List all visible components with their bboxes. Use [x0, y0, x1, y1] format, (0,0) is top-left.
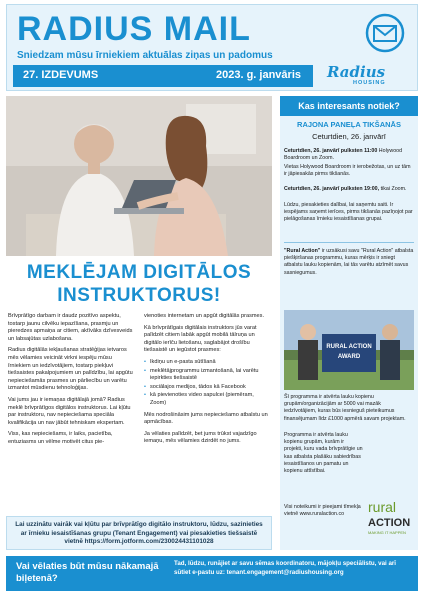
rural-action-logo — [366, 496, 414, 538]
envelope-icon — [365, 13, 405, 53]
rural-action-eligibility: Šī programma ir atvērta lauku kopienu grupām/organizācijām ar 5000 vai mazāk iedzīvotājiem, kuras būs iesnieguš pieteikumus finansējumam līdz £1000 apmērā savam projektam. — [284, 394, 406, 422]
rural-action-name: "Rural Action" — [284, 248, 321, 254]
article-paragraph: Viss, kas nepieciešams, ir laiks, pacietība, entuziasms un vēlme motivēt citus pie- — [8, 431, 113, 445]
enquiry-text[interactable]: Lai uzzinātu vairāk vai kļūtu par brīvprātīgo digitālo instruktoru, lūdzu, sazinieties ar īrnieku iesaistīšanas grupu (Tenant Engagement) vai piesakieties tiešsaistē vietnē https://form.jotform.com/230024431101028 — [15, 521, 263, 546]
hero-photo — [6, 96, 272, 256]
article-paragraph: Mēs nodrošināsim jums nepieciešamo atbalstu un apmācības. — [144, 411, 268, 426]
enquiry-box — [6, 516, 272, 550]
svg-text:AWARD: AWARD — [337, 354, 361, 360]
event-note-2: Lūdzu, piesakieties dalībai, lai saņemtu saiti. Ir iespējams saņemt ierīces, pirms tikšanās pazīņojot par pielāgošanas īrnieku iesaistīšanas grupai. — [284, 202, 413, 223]
list-item: • kā pievienoties video sapulcei (piemēram, Zoom) — [144, 392, 271, 407]
headline-line-1: MEKLĒJAM DIGITĀLOS — [26, 262, 252, 283]
article-paragraph: Radius digitālās iekļaušanas stratēģijas ietvaros mēs vēlamies veicināt virkni iespēju mūsu īrniekiem un iedzīvotājiem, tostarp piekļuvi tiešsaistes pakalpojumiem un palīdzību, lai apgūtu nepieciešamās prasmes un pārliecību un varētu izmantot mūsdienu tehnoloģijas. — [8, 347, 133, 392]
svg-text:RURAL ACTION: RURAL ACTION — [326, 344, 372, 350]
article-headline — [6, 261, 272, 307]
event-session-1 — [284, 148, 414, 162]
issue-number: 27. IZDEVUMS — [23, 69, 99, 81]
article-paragraph: Vai jums jau ir iemaņas digitālajā jomā? Radius meklē brīvprātīgos digitālos instruktorus. Lai kļūtu par instruktoru, nav nepieciešama speciāla kvalifikācija un nav jābūt tehniskam ekspertam. — [8, 396, 131, 426]
footer-banner — [6, 556, 418, 591]
session-2-place: tikai Zoom. — [379, 186, 407, 192]
rural-action-intro-text: ir uzsākusi savu "Rural Action" atbalsta piešķiršanas programmu, kuras mērķis ir sniegt atbalstu lauku kopienām, lai tās varētu atzīmēt savus sasniegumus. — [284, 248, 414, 276]
ra-logo-bottom: ACTION — [368, 517, 411, 529]
newsletter-title: RADIUS MAIL — [17, 10, 251, 48]
ra-logo-top: rural — [368, 499, 397, 515]
list-item: • sociālajos medijos, tādos kā Facebook — [144, 384, 271, 392]
ra-logo-tag: MAKING IT HAPPEN — [368, 530, 406, 535]
session-2-time: Ceturtdien, 26. janvārī pulksten 19:00, — [284, 186, 380, 192]
rural-action-scope: Programma ir atvērta lauku kopienu grupām, kurām ir projekti, kuru vada brīvprātīgie un kas atbalsta plašāku sabiedrības iesaistīšanos un pamatu un kopienu attīstībai. — [284, 432, 363, 475]
list-item: • Ikdiņu un e-pasta sūtīšanā — [144, 359, 271, 367]
article-column-1 — [8, 313, 135, 451]
article-paragraph: Brīvprātīgo darbam ir daudz pozitīvo aspektu, tostarp jaunu cilvēku iepazīšana, prasmju un pieredzes apmaiņa ar citiem, aktīvāks dzīvesveids un labsajūtas uzlabošana. — [8, 313, 133, 342]
session-1-place: Holywood Boardroom un Zoom. — [284, 148, 403, 162]
event-title: RAJONA PANEĻA TIKŠANĀS — [297, 120, 401, 129]
logo-subtext: HOUSING — [353, 80, 386, 86]
footer-question: Vai vēlaties būt mūsu nākamajā biļetenā? — [16, 561, 159, 584]
event-date: Ceturtdien, 26. janvārī — [312, 132, 386, 141]
skills-list — [144, 359, 271, 408]
list-item: • meklētājprogrammu izmantošanā, lai varētu iepirkties tiešsaistē — [144, 368, 271, 383]
rural-action-intro — [284, 248, 414, 277]
article-paragraph: Ja vēlaties palīdzēt, bet jums trūkst vajadzīgo iemaņu, mēs vēlamies dzirdēt no jums. — [144, 430, 257, 445]
article-column-2 — [144, 313, 271, 450]
session-1-time: Ceturtdien, 26. janvārī pulksten 11:00 — [284, 148, 378, 154]
issue-date: 2023. g. janvāris — [216, 69, 301, 81]
sidebar-heading: Kas interesants notiek? — [280, 96, 418, 116]
logo-wordmark: Radius — [327, 63, 386, 81]
newsletter-subtitle: Sniedzam mūsu īrniekiem aktuālas ziņas un padomus — [17, 50, 273, 61]
radius-housing-logo — [321, 65, 413, 89]
article-paragraph: Kā brīvprātīgais digitālais instruktors jūs varat palīdzēt citiem labāk apgūt mobilā tālruņa un digitālo ierīču lietošanu, saglabājot drošību tiešsaistē un iegūstot prasmes: — [144, 324, 257, 354]
issue-bar — [13, 65, 313, 87]
rural-action-rules: Visi noteikumi ir pieejami tīmekļa vietnē www.ruralaction.co — [284, 504, 361, 518]
divider — [284, 242, 414, 243]
event-note-1: Vietas Holywood Boardroom ir ierobežotas, un uz tām ir jāpiesakās pirms tikšanās. — [284, 164, 411, 178]
footer-contact-text[interactable]: Tad, lūdzu, runājiet ar savu sēmas koordinatoru, mājokļu speciālistu, vai arī sūtiet e-pastu uz: tenant.engagement@radiushousing.org — [174, 560, 397, 576]
rural-action-award-photo — [284, 310, 414, 390]
headline-line-2: INSTRUKTORUS! — [57, 285, 221, 306]
events-sidebar — [280, 116, 418, 550]
article-paragraph: vienoties internetam un apgūt digitālās prasmes. — [144, 313, 265, 319]
event-session-2 — [284, 186, 414, 193]
masthead — [6, 4, 418, 91]
